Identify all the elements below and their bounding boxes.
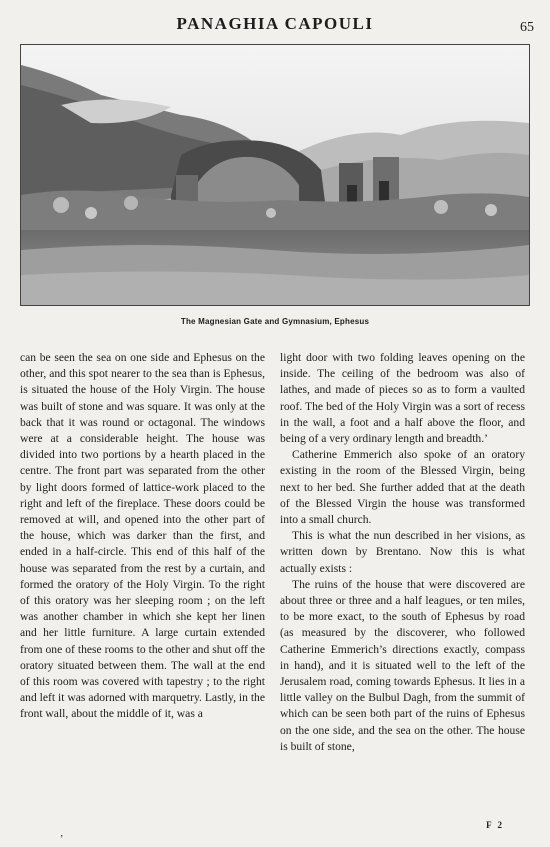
text-column-left <box>20 350 265 723</box>
photo-caption: The Magnesian Gate and Gymnasium, Ephesus <box>180 317 370 326</box>
paragraph: This is what the nun described in her visions, as written down by Brentano. Now this is what actually exists : <box>280 529 525 575</box>
signature-mark: F 2 <box>486 820 504 830</box>
photograph-ruins <box>20 44 530 306</box>
paragraph: Catherine Emmerich also spoke of an oratory existing in the room of the Blessed Virgin, being next to her bed. She further added that at the death of the Blessed Virgin the house was transformed into a small church. <box>280 448 525 527</box>
stray-mark: ‚ <box>60 828 64 839</box>
running-head: PANAGHIA CAPOULI <box>176 14 374 33</box>
text-column-right <box>280 350 525 755</box>
page-number: 65 <box>520 20 534 35</box>
paragraph: light door with two folding leaves opening on the inside. The ceiling of the bedroom was also of lathes, and made of pieces so as to form a vaulted roof. The bed of the Holy Virgin was a sort of recess in the wall, a foot and a half above the floor, and being of a very ordinary length and breadth.’ <box>280 351 525 446</box>
photograph-illustration <box>21 45 529 305</box>
paragraph: can be seen the sea on one side and Ephesus on the other, and this spot nearer to the sea than is Ephesus, is situated the house of the Holy Virgin. The house was built of stone and was square. It was only at the back that it was round or octagonal. The windows were at a considerable height. The house was divided into two portions by a hearth placed in the centre. The front part was separated from the other by light doors formed of lattice-work placed to the right and left of the fireplace. These doors could be removed at will, and opened into the other part of the house, which was darker than the first, and ended in a half-circle. This end of this half of the house was separated from the rest by a curtain, and formed the oratory of the Holy Virgin. To the right of this oratory was her sleeping room ; on the left was another chamber in which she kept her linen and her little furniture. A large curtain extended from one of these rooms to the other and shut off the oratory situated between them. The wall at the end of this room was covered with tapestry ; to the right and left it was adorned with marquetry. Lastly, in the front wall, about the middle of it, was a <box>20 351 265 721</box>
paragraph: The ruins of the house that were discovered are about three or three and a half leagues, or ten miles, to be more exact, to the south of Ephesus by road (as measured by the discoverer, who followed Catherine Emmerich’s directions exactly, compass in hand), and it is situated well to the left of the Jerusalem road, coming towards Ephesus. It lies in a little valley on the Bulbul Dagh, from the summit of which can be seen both part of the ruins of Ephesus on the one side, and the sea on the other. The house is built of stone, <box>280 577 525 753</box>
